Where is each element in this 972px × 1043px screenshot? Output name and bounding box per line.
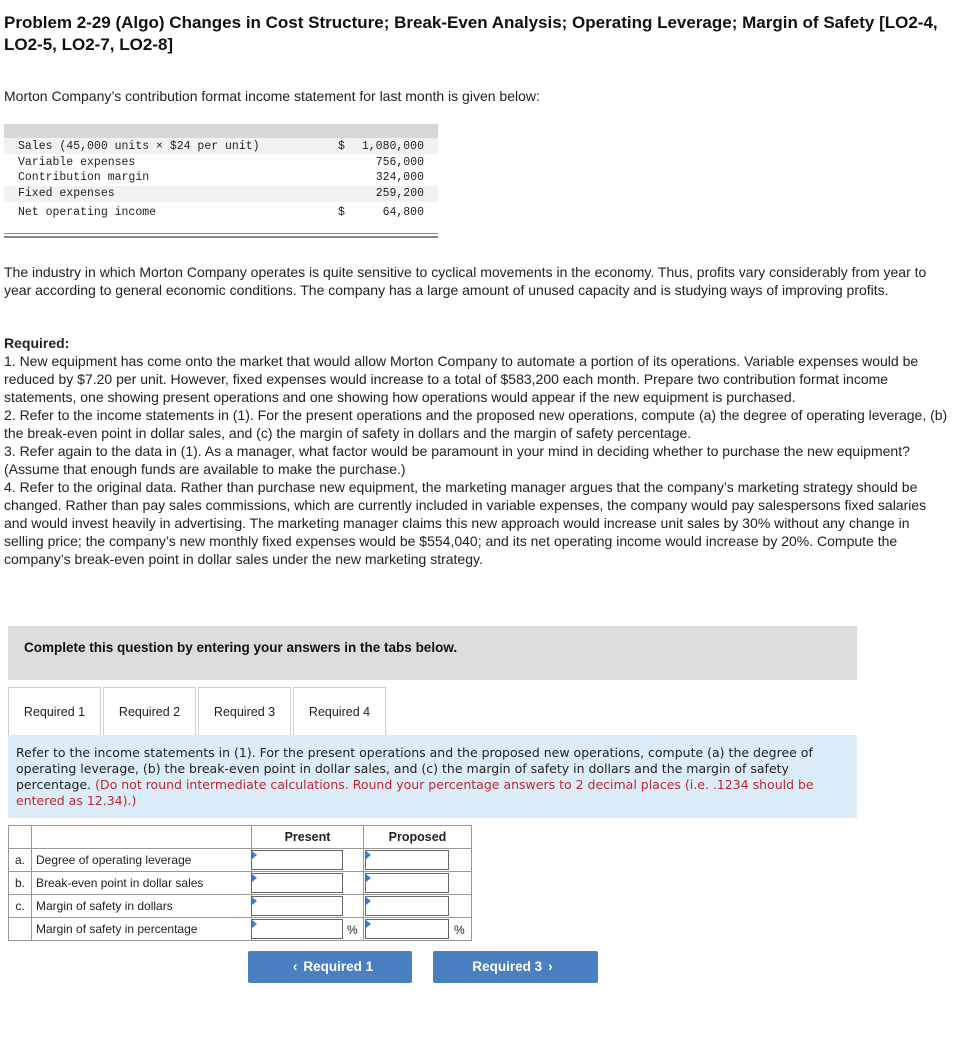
problem-intro: Morton Company’s contribution format income statement for last month is given below:	[4, 88, 540, 104]
prev-required-1-button[interactable]	[248, 951, 412, 983]
row-label: Degree of operating leverage	[31, 848, 252, 872]
instructions-note: (Do not round intermediate calculations. Round your percentage answers to 2 decimal places (i.e. .1234 should be entered as 12.34).)	[16, 777, 814, 808]
statement-currency: $	[338, 206, 345, 219]
row-letter: b.	[8, 871, 32, 895]
context-paragraph: The industry in which Morton Company operates is quite sensitive to cyclical movements in the economy. Thus, profits vary considerably from year to year according to general economic conditions. The company has a large amount of unused capacity and is studying ways of improving profits.	[4, 264, 927, 298]
statement-row	[18, 139, 438, 155]
percent-symbol: %	[347, 923, 358, 937]
mos-pct-present-input[interactable]	[251, 919, 343, 939]
required-item-1: 1. New equipment has come onto the market that would allow Morton Company to automate a portion of its operations. Variable expenses would be reduced by $7.20 per unit. However, fixed expenses would increase to a total of $583,200 each month. Prepare two contribution format income statements, one showing present operations and one showing how operations would appear if the new equipment is purchased.	[4, 353, 919, 405]
tab-required-4[interactable]: Required 4	[293, 687, 386, 735]
mos-dollars-present-input[interactable]	[251, 896, 343, 916]
statement-label: Variable expenses	[18, 156, 136, 169]
breakeven-present-input[interactable]	[251, 873, 343, 893]
statement-label: Sales (45,000 units × $24 per unit)	[18, 140, 260, 153]
statement-label: Contribution margin	[18, 171, 150, 184]
instructions-banner	[8, 626, 857, 680]
tab-required-1[interactable]: Required 1	[8, 687, 101, 735]
statement-amount: 64,800	[382, 206, 424, 219]
dol-present-input[interactable]	[251, 850, 343, 870]
problem-title: Problem 2-29 (Algo) Changes in Cost Structure; Break-Even Analysis; Operating Leverage; Margin of Safety [LO2-4, LO2-5, LO2-7, LO2-8]	[4, 13, 938, 54]
next-required-3-button[interactable]	[433, 951, 598, 983]
statement-amount: 756,000	[375, 156, 424, 169]
header-proposed: Proposed	[363, 825, 472, 849]
row-letter: a.	[8, 848, 32, 872]
statement-row	[18, 205, 438, 221]
statement-row	[18, 170, 438, 186]
header-present: Present	[251, 825, 364, 849]
banner-text: Complete this question by entering your answers in the tabs below.	[24, 640, 458, 655]
dol-proposed-input[interactable]	[365, 850, 449, 870]
required-item-2: 2. Refer to the income statements in (1). For the present operations and the proposed new operations, compute (a) the degree of operating leverage, (b) the break-even point in dollar sales, and (c) the margin of safety in dollars and the margin of safety percentage.	[4, 407, 948, 441]
mos-dollars-proposed-input[interactable]	[365, 896, 449, 916]
statement-amount: 259,200	[375, 187, 424, 200]
tab-required-2[interactable]: Required 2	[103, 687, 196, 735]
row-letter: c.	[8, 894, 32, 918]
percent-symbol: %	[454, 923, 465, 937]
required-item-3: 3. Refer again to the data in (1). As a manager, what factor would be paramount in your mind in deciding whether to purchase the new equipment? (Assume that enough funds are available to make the purchase.)	[4, 443, 910, 477]
statement-amount: 324,000	[375, 171, 424, 184]
statement-row	[18, 155, 438, 171]
prev-button-label: Required 1	[303, 959, 374, 974]
chevron-right-icon: ›	[548, 959, 553, 974]
row-label: Margin of safety in percentage	[31, 917, 252, 941]
mos-pct-proposed-input[interactable]	[365, 919, 449, 939]
statement-row	[18, 186, 438, 202]
tab-instructions	[8, 735, 857, 818]
statement-label: Fixed expenses	[18, 187, 115, 200]
statement-amount: 1,080,000	[361, 140, 424, 153]
next-button-label: Required 3	[472, 959, 543, 974]
row-letter	[8, 917, 32, 941]
chevron-left-icon: ‹	[292, 959, 298, 974]
statement-currency: $	[338, 140, 345, 153]
instructions-text: Refer to the income statements in (1). For the present operations and the proposed new operations, compute (a) the degree of operating leverage, (b) the break-even point in dollar sales, and (c) the margin of safety in dollars and the margin of safety percentage.	[16, 745, 813, 792]
required-item-4: 4. Refer to the original data. Rather than purchase new equipment, the marketing manager argues that the company’s marketing strategy should be changed. Rather than pay sales commissions, which are currently included in variable expenses, the company would pay salespersons fixed salaries and would invest heavily in advertising. The marketing manager claims this new approach would increase unit sales by 30% without any change in selling price; the company’s new monthly fixed expenses would be $554,040; and its net operating income would increase by 20%. Compute the company’s break-even point in dollar sales under the new marketing strategy.	[4, 479, 927, 567]
tab-required-3[interactable]: Required 3	[198, 687, 291, 735]
required-heading: Required:	[4, 335, 70, 351]
statement-header-bar	[4, 124, 438, 138]
row-label: Margin of safety in dollars	[31, 894, 252, 918]
statement-label: Net operating income	[18, 206, 157, 219]
statement-double-rule	[4, 233, 438, 238]
breakeven-proposed-input[interactable]	[365, 873, 449, 893]
required-section	[4, 334, 948, 568]
row-label: Break-even point in dollar sales	[31, 871, 252, 895]
income-statement	[4, 124, 438, 238]
